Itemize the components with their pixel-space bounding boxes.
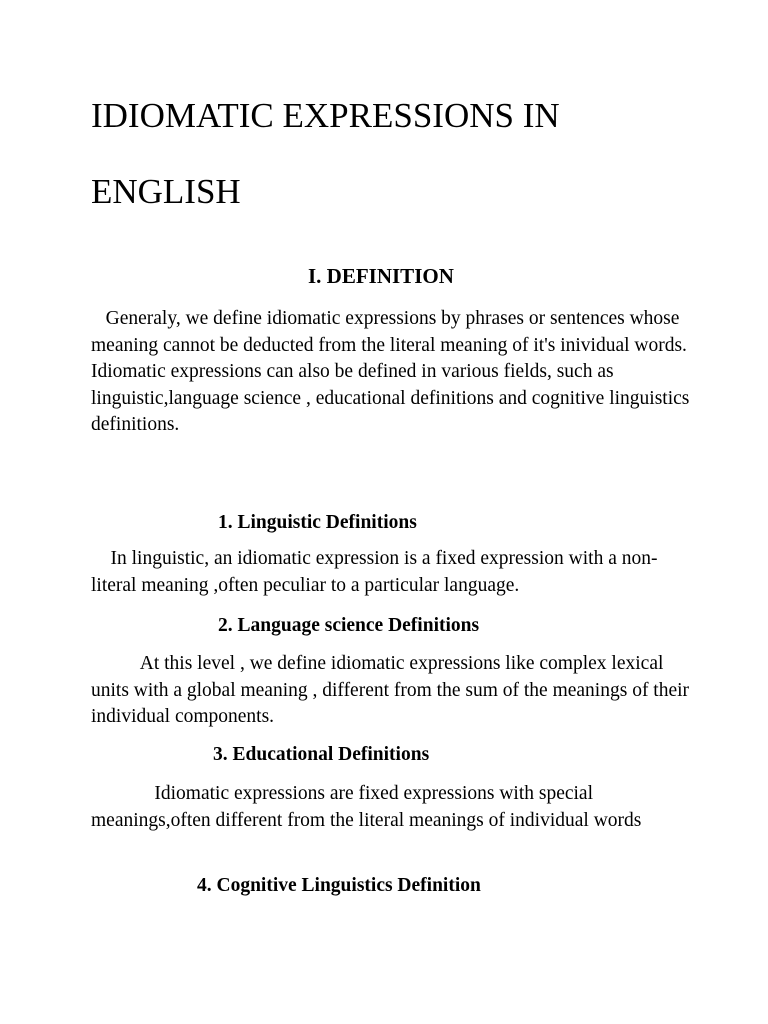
subsection-text-educational: Idiomatic expressions are fixed expressions with special meanings,often different from the literal meanings of individual words — [91, 783, 642, 831]
section-heading-definition: I. DEFINITION — [308, 264, 454, 288]
subsection-text-linguistic: In linguistic, an idiomatic expression is a fixed expression with a non-literal meaning ,often peculiar to a particular language. — [91, 548, 658, 596]
intro-paragraph: Generaly, we define idiomatic expressions by phrases or sentences whose meaning cannot be deducted from the literal meaning of it's inividual words. Idiomatic expressions can also be defined in various fields, such as linguistic,language science , educational definitions and cognitive linguistics definitions. — [91, 308, 697, 435]
document-title-line-1: IDIOMATIC EXPRESSIONS IN — [91, 96, 560, 135]
subsection-heading-cognitive: 4. Cognitive Linguistics Definition — [197, 875, 481, 896]
document-title-line-2: ENGLISH — [91, 172, 241, 211]
subsection-text-language-science: At this level , we define idiomatic expressions like complex lexical units with a global meaning , different from the sum of the meanings of their individual components. — [91, 653, 694, 727]
subsection-heading-linguistic: 1. Linguistic Definitions — [218, 512, 417, 533]
subsection-heading-educational: 3. Educational Definitions — [213, 744, 430, 765]
subsection-heading-language-science: 2. Language science Definitions — [218, 615, 480, 636]
